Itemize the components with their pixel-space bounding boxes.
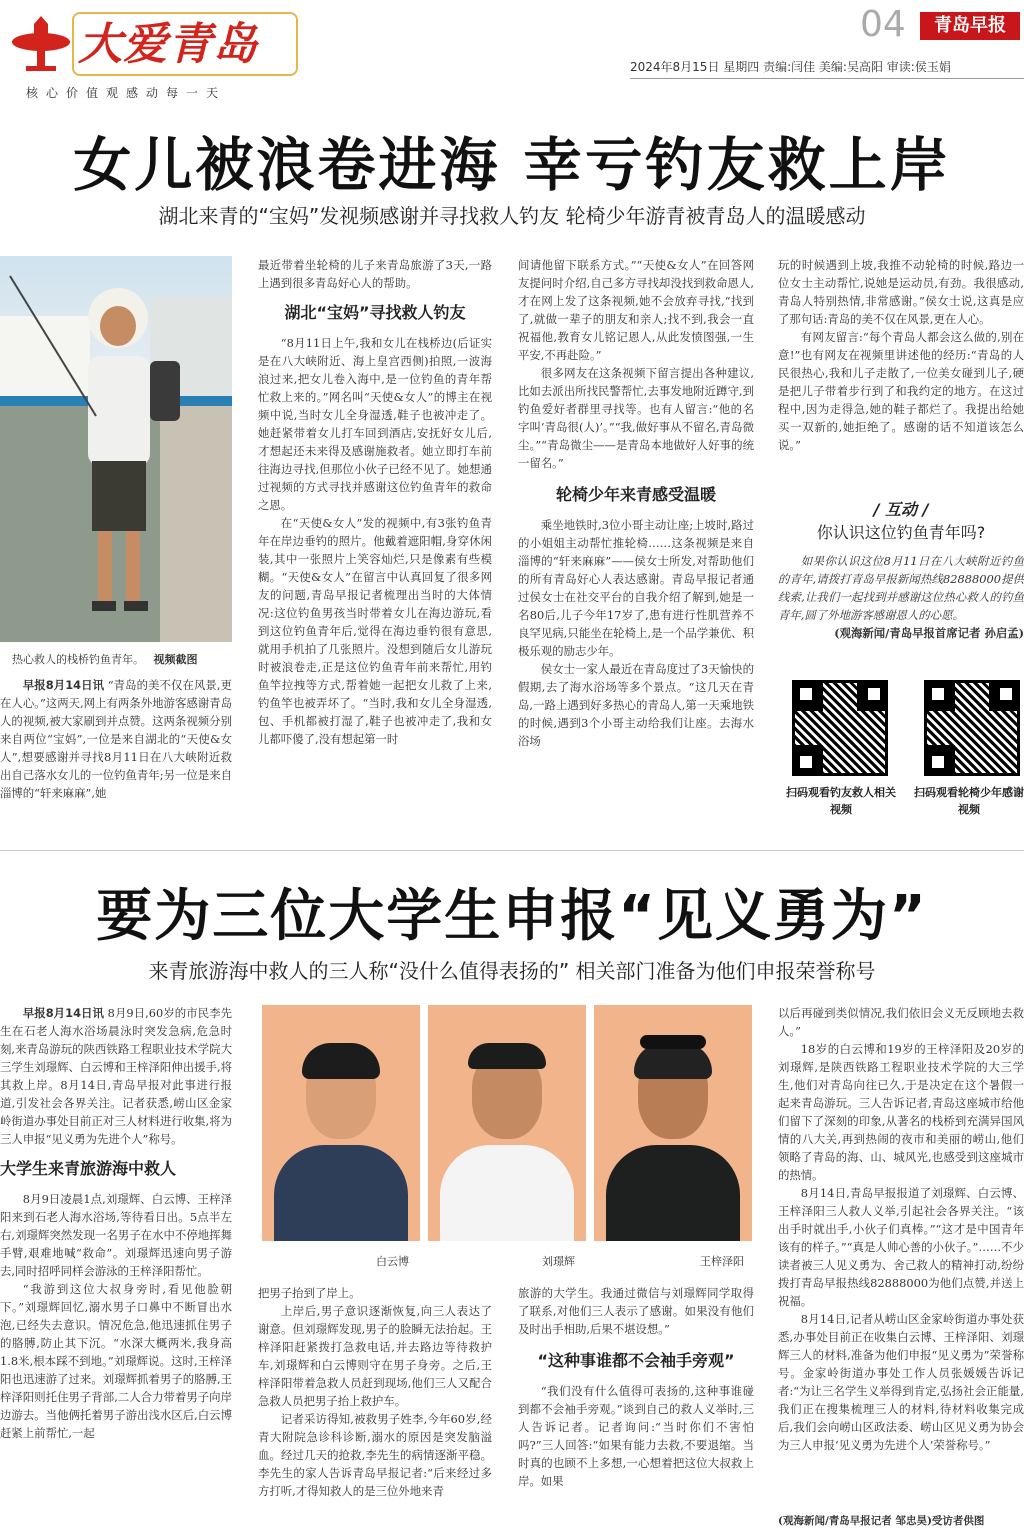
masthead-divider <box>630 78 1024 79</box>
dateline: 2024年8月15日 星期四 责编:闫佳 美编:吴高阳 审读:侯玉娟 <box>630 60 951 74</box>
story2-subhead-2: “这种事谁都不会袖手旁观” <box>537 1351 735 1370</box>
story2-subhead-1: 大学生来青旅游海中救人 <box>0 1159 177 1178</box>
photo-caption <box>12 651 198 667</box>
name-label-3: 王梓泽阳 <box>700 1255 744 1268</box>
story2-credit: (观海新闻/青岛早报记者 邹忠昊)受访者供图 <box>778 1515 985 1527</box>
qr2-label: 扫码观看轮椅少年感谢视频 <box>914 786 1024 816</box>
photo-credit: 视频截图 <box>153 653 198 666</box>
sunglasses-icon <box>640 1035 706 1049</box>
qr-code-1[interactable] <box>792 680 888 776</box>
fisherman-photo <box>0 256 232 642</box>
story1-col1-text: “青岛的美不仅在风景,更在人心。”这两天,网上有两条外地游客感谢青岛人的视频,被大家刷到并点赞。这两条视频分别来自两位“宝妈”,一位是来自湖北的“天使&女人”,想要感谢并寻找8月11日在八大峡附近救出自己落水女儿的一位钓鱼青年;另一位是来自淄博的“轩来麻麻”,她 <box>0 678 232 800</box>
story1-col3-text-d: 侯女士一家人最近在青岛度过了3天愉快的假期,去了海水浴场等多个景点。“这几天在青岛,一路上遇到好多热心的青岛人,第一天乘地铁的时候,遇到3个小哥主动给我们让座。去海水浴场 <box>518 662 754 748</box>
portrait-liu-jinghui <box>428 1005 586 1241</box>
story1-subhead-2: 轮椅少年来青感受温暖 <box>555 485 716 504</box>
interact-box <box>778 552 1024 664</box>
story1-col3-text-c: 乘坐地铁时,3位小哥主动让座;上坡时,路过的小姐姐主动帮忙推轮椅……这条视频是来自淄博的“轩来麻麻”——侯女士所发,对帮助他们的所有青岛好心人表达感谢。青岛早报记者通过侯女士在社交平台的自我介绍了解到,她是一名80后,儿子今年17岁了,患有进行性肌营养不良罕见病,只能坐在轮椅上,是一个品学兼优、积极乐观的励志少年。 <box>518 518 754 658</box>
story2-lead: 早报8月14日讯 <box>22 1006 104 1020</box>
story1-col3 <box>518 256 754 822</box>
story1-col1 <box>0 676 232 820</box>
story2-col4-text-c: 8月14日,青岛早报报道了刘璟辉、白云博、王梓泽阳三人救人义举,引起社会各界关注。“该出手时就出手,小伙子们真棒。”“这才是中国青年该有的样子。”“真是人帅心善的小伙子。”……不少读者被三人见义勇为、舍己救人的精神打动,纷纷拨打青岛早报热线82888000为他们点赞,并送上祝福。 <box>778 1186 1024 1308</box>
section-divider <box>0 850 1024 851</box>
story2-subheadline: 来青旅游海中救人的三人称“没什么值得表扬的” 相关部门准备为他们申报荣誉称号 <box>148 959 876 983</box>
story1-col2-text-b: “8月11日上午,我和女儿在栈桥边(后证实是在八大峡附近、海上皇宫西侧)拍照,一波海浪过来,把女儿卷入海中,是一位钓鱼的青年帮忙救上来的。”网名叫“天使&女人”的博主在视频中说,当时女儿全身湿透,鞋子也被冲走了。她赶紧带着女儿打车回到酒店,安抚好女儿后,才想起还未来得及感谢施救者。她立即打车前往海边寻找,但那位小伙子已经不见了。她想通过视频的方式寻找并感谢这位钓鱼青年的救命之恩。 <box>258 336 492 512</box>
name-label-1: 白云博 <box>376 1255 409 1268</box>
interact-question: 你认识这位钓鱼青年吗? <box>816 523 986 542</box>
story2-col3-text-b: “我们没有什么值得可表扬的,这种事谁碰到都不会袖手旁观。”谈到自己的救人义举时,三人告诉记者。记者询问:“当时你们不害怕吗?”三人回答:“如果有能力去救,不要退缩。当时真的也顾不上多想,一心想着把这位大叔救上岸。如果 <box>518 1384 754 1488</box>
story1-col4-text-b: 有网友留言:“每个青岛人都会这么做的,别在意!”也有网友在视频里讲述他的经历:“青岛的人民很热心,我和儿子走散了,一位美女碰到儿子,硬是把儿子带着步行到了和我约定的地方。在这过程中,因为走得急,她的鞋子都烂了。我提出给她买一双新的,她拒绝了。感谢的话不知道该怎么说。” <box>778 330 1024 452</box>
story2-col1-text-c: “我游到这位大叔身旁时,看见他脸朝下。”刘璟辉回忆,溺水男子口鼻中不断冒出水泡,已经失去意识。情况危急,他迅速抓住男子的胳膊,防止其下沉。“水深大概两米,我身高1.8米,根本踩不到地。”刘璟辉说。这时,王梓泽阳也迅速游了过来。刘璟辉抓着男子的胳膊,王梓泽阳则托住男子背部,二人合力带着男子向岸边游去。当他俩托着男子游出浅水区后,白云博赶紧上前帮忙,一起 <box>0 1282 232 1440</box>
story2-col2-text: 把男子抬到了岸上。 <box>258 1286 361 1300</box>
portrait-bai-yunbo <box>262 1005 420 1241</box>
story1-col2-text-c: 在“天使&女人”发的视频中,有3张钓鱼青年在岸边垂钓的照片。他戴着遮阳帽,身穿休闲装,其中一张照片上笑容灿烂,只是像素有些模糊。“天使&女人”在留言中认真回复了很多网友的问题,青岛早报记者梳理出当时的大体情况:这位钓鱼男孩当时带着女儿在海边游玩,看到这位钓鱼青年后,觉得在海边垂钓很有意思,就用手机拍了几张照片。没想到随后女儿游玩时被浪卷走,正是这位钓鱼青年前来帮忙,用钓鱼竿拉拽等方式,帮着她一起把女儿救了上来,钓鱼竿也被弄坏了。“当时,我和女儿全身湿透,包、手机都被打湿了,鞋子也被冲走了,我和女儿都吓傻了,没有想起第一时 <box>258 516 492 746</box>
story2-col2-text-c: 记者采访得知,被救男子姓李,今年60岁,经青大附院急诊科诊断,溺水的原因是突发脑溢血。经过几天的抢救,李先生的病情逐渐平稳。李先生的家人告诉青岛早报记者:“后来经过多方打听,才得知救人的是三位外地来青 <box>258 1412 492 1498</box>
story1-headline: 女儿被浪卷进海 幸亏钓友救上岸 <box>73 131 951 199</box>
portrait-wang-zeyang <box>594 1005 752 1241</box>
story1-subhead-1: 湖北“宝妈”寻找救人钓友 <box>284 303 466 322</box>
story1-subheadline: 湖北来青的“宝妈”发视频感谢并寻找救人钓友 轮椅少年游青被青岛人的温暖感动 <box>158 204 866 228</box>
story1-col4 <box>778 256 1024 488</box>
interact-credit: (观海新闻/青岛早报首席记者 孙启孟) <box>834 626 1024 640</box>
page-number: 04 <box>860 4 906 45</box>
interact-text: 如果你认识这位8月11日在八大峡附近钓鱼的青年,请拨打青岛早报新闻热线82888000提供线索,让我们一起找到并感谢这位热心救人的钓鱼青年,圆了外地游客感谢恩人的心愿。 <box>778 554 1024 622</box>
story2-col1-text: 8月9日,60岁的市民李先生在石老人海水浴场晨泳时突发急病,危急时刻,来青岛游玩的陕西铁路工程职业技术学院大三学生刘璟辉、白云博和王梓泽阳伸出援手,将其救上岸。8月14日,青岛早报对此事进行报道,引发社会各界关注。记者获悉,崂山区金家岭街道办事处目前正对三人材料进行收集,将为三人申报“见义勇为先进个人”称号。 <box>0 1006 232 1146</box>
slogan: 核心价值观感动每一天 <box>26 86 227 100</box>
interact-label: / 互动 / <box>873 500 929 519</box>
story2-col4-text-d: 8月14日,记者从崂山区金家岭街道办事处获悉,办事处目前正在收集白云博、王梓泽阳、刘璟辉三人的材料,准备为他们申报“见义勇为”荣誉称号。金家岭街道办事处工作人员张媛媛告诉记者:“为让三名学生义举得到肯定,弘扬社会正能量,我们正在搜集梳理三人的材料,待材料收集完成后,我们会向崂山区政法委、崂山区见义勇为协会为三人申报‘见义勇为先进个人’荣誉称号。” <box>778 1312 1024 1452</box>
story1-col2 <box>258 256 492 822</box>
story2-col2-text-b: 上岸后,男子意识逐渐恢复,向三人表达了谢意。但刘璟辉发现,男子的脸瞬无法抬起。王梓泽阳赶紧拨打急救电话,并去路边等待救护车,刘璟辉和白云博则守在男子身旁。之后,王梓泽阳带着急救人员赶到现场,他们三人又配合急救人员把男子抬上救护车。 <box>258 1304 492 1408</box>
qr-code-2[interactable] <box>924 680 1020 776</box>
story2-headline: 要为三位大学生申报“见义勇为” <box>96 884 928 949</box>
caption-text: 热心救人的栈桥钓鱼青年。 <box>12 653 144 666</box>
story1-col4-text-a: 玩的时候遇到上坡,我推不动轮椅的时候,路边一位女士主动帮忙,说她是运动员,有劲。我很感动,青岛人特别热情,非常感谢。”侯女士说,这真是应了那句话:青岛的美不仅在风景,更在人心。 <box>778 258 1024 326</box>
story2-col3 <box>518 1284 754 1531</box>
story2-col2 <box>258 1284 492 1531</box>
story2-col3-text: 旅游的大学生。我通过微信与刘璟辉同学取得了联系,对他们三人表示了感谢。如果没有他们及时出手相助,后果不堪设想。” <box>518 1286 754 1336</box>
story2-col1-text-b: 8月9日凌晨1点,刘璟辉、白云博、王梓泽阳来到石老人海水浴场,等待看日出。5点半左右,刘璟辉突然发现一名男子在水中不停地挥舞手臂,艰难地喊“救命”。刘璟辉迅速向男子游去,同时招呼同样会游泳的王梓泽阳帮忙。 <box>0 1192 232 1278</box>
story1-col3-text-b: 很多网友在这条视频下留言提出各种建议,比如去派出所找民警帮忙,去事发地附近蹲守,到钓鱼爱好者群里寻找等。也有人留言:“他的名字叫‘青岛很(人)’。”“我,做好事从不留名,青岛微尘。”“青岛微尘——是青岛本地做好人好事的统一留名。” <box>518 366 754 470</box>
story2-col4 <box>778 1004 1024 1512</box>
story1-lead: 早报8月14日讯 <box>22 678 105 692</box>
story1-col2-text-a: 最近带着坐轮椅的儿子来青岛旅游了3天,一路上遇到很多青岛好心人的帮助。 <box>258 258 492 290</box>
tower-emblem-icon <box>10 16 72 72</box>
story2-col4-text: 以后再碰到类似情况,我们依旧会义无反顾地去救人。” <box>778 1006 1024 1038</box>
name-label-2: 刘璟辉 <box>542 1255 575 1268</box>
story1-col3-text-a: 间请他留下联系方式。”“天使&女人”在回答网友提问时介绍,自己多方寻找却没找到救命恩人,才在网上发了这条视频,她不会放弃寻找,“找到了,就做一辈子的朋友和亲人;找不到,我会一直祝福他,教育女儿铭记恩人,从此发愤图强,一生平安,不再赴险。” <box>518 258 754 362</box>
story2-col1 <box>0 1004 232 1531</box>
column-title: 大爱青岛 <box>78 19 258 70</box>
story2-col4-text-b: 18岁的白云博和19岁的王梓泽阳及20岁的刘璟辉,是陕西铁路工程职业技术学院的大三学生,他们对青岛向往已久,于是决定在这个暑假一起来青岛游玩。三人告诉记者,青岛这座城市给他们留下了深刻的印象,从著名的栈桥到充满异国风情的八大关,再到热闹的夜市和美丽的崂山,他们领略了青岛的海、山、城风光,也感受到这座城市的热情。 <box>778 1042 1024 1182</box>
qr1-label: 扫码观看钓友救人相关视频 <box>786 786 896 816</box>
newspaper-brand: 青岛早报 <box>920 12 1020 40</box>
